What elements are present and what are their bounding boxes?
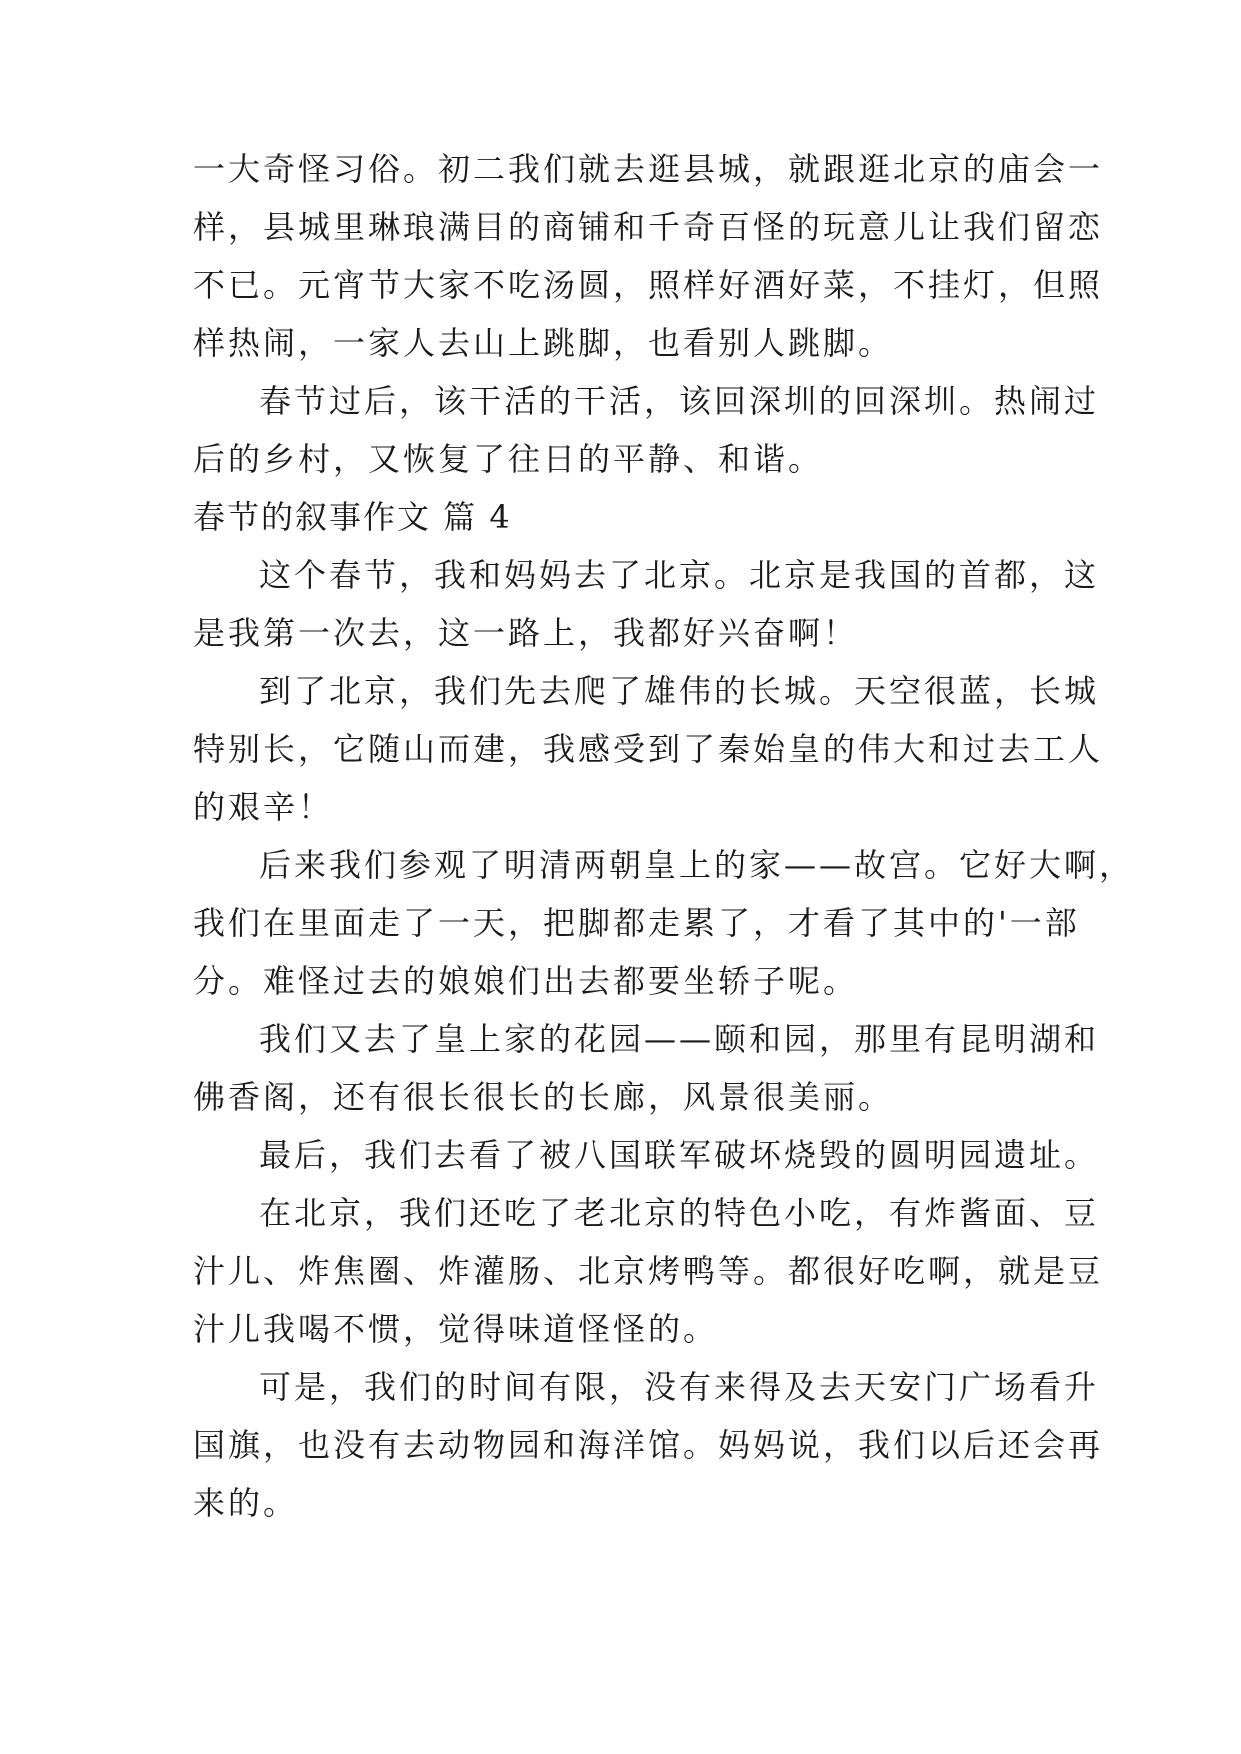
text-line-14: 我们在里面走了一天，把脚都走累了，才看了其中的'一部: [193, 904, 1080, 942]
text-line-8: 这个春节，我和妈妈去了北京。北京是我国的首都，这: [259, 556, 1100, 594]
text-line-19: 在北京，我们还吃了老北京的特色小吃，有炸酱面、豆: [259, 1194, 1100, 1232]
text-line-2: 样，县城里琳琅满目的商铺和千奇百怪的玩意儿让我们留恋: [193, 208, 1104, 246]
text-line-24: 来的。: [193, 1484, 299, 1522]
text-line-9: 是我第一次去，这一路上，我都好兴奋啊！: [193, 614, 859, 652]
text-line-21: 汁儿我喝不惯，觉得味道怪怪的。: [193, 1310, 719, 1348]
section-heading: 春节的叙事作文 篇 4: [193, 498, 512, 536]
text-line-11: 特别长，它随山而建，我感受到了秦始皇的伟大和过去工人: [193, 730, 1104, 768]
text-line-10: 到了北京，我们先去爬了雄伟的长城。天空很蓝，长城: [259, 672, 1100, 710]
text-line-23: 国旗，也没有去动物园和海洋馆。妈妈说，我们以后还会再: [193, 1426, 1104, 1464]
text-line-17: 佛香阁，还有很长很长的长廊，风景很美丽。: [193, 1078, 894, 1116]
text-line-3: 不已。元宵节大家不吃汤圆，照样好酒好菜，不挂灯，但照: [193, 266, 1104, 304]
text-line-1: 一大奇怪习俗。初二我们就去逛县城，就跟逛北京的庙会一: [193, 150, 1104, 188]
text-line-16: 我们又去了皇上家的花园——颐和园，那里有昆明湖和: [259, 1020, 1100, 1058]
text-line-18: 最后，我们去看了被八国联军破坏烧毁的圆明园遗址。: [259, 1136, 1100, 1174]
text-line-20: 汁儿、炸焦圈、炸灌肠、北京烤鸭等。都很好吃啊，就是豆: [193, 1252, 1104, 1290]
text-line-13: 后来我们参观了明清两朝皇上的家——故宫。它好大啊，: [259, 846, 1135, 884]
document-body: [193, 140, 1135, 1532]
text-line-22: 可是，我们的时间有限，没有来得及去天安门广场看升: [259, 1368, 1100, 1406]
text-line-6: 后的乡村，又恢复了往日的平静、和谐。: [193, 440, 824, 478]
text-line-4: 样热闹，一家人去山上跳脚，也看别人跳脚。: [193, 324, 894, 362]
text-line-15: 分。难怪过去的娘娘们出去都要坐轿子呢。: [193, 962, 859, 1000]
text-line-12: 的艰辛！: [193, 788, 334, 826]
text-line-5: 春节过后，该干活的干活，该回深圳的回深圳。热闹过: [259, 382, 1100, 420]
